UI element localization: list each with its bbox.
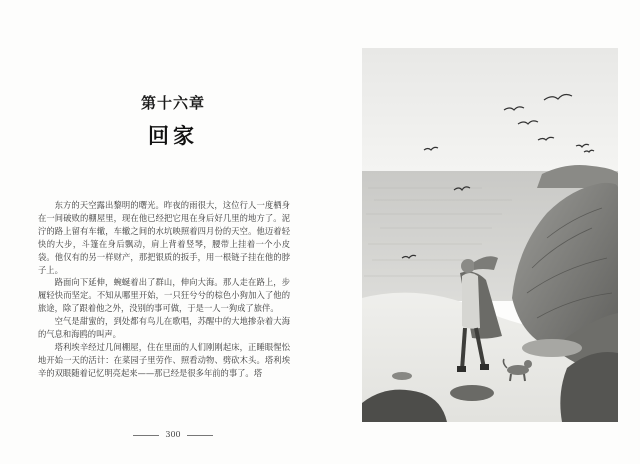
chapter-title: 回家 [148,123,198,148]
chapter-number: 第十六章 [140,94,205,112]
paragraph: 空气是甜蜜的，到处都有鸟儿在歌唱，苏醒中的大地掺杂着大海的气息和海鸥的叫声。 [38,316,290,340]
sky [362,48,618,173]
body-text [38,199,290,380]
paragraph: 路面向下延伸，蜿蜒着出了群山，伸向大海。那人走在路上，步履轻快而坚定。不知从哪里开始，一只狂兮兮的棕色小狗加入了他的旅途，除了跟着他之外，没别的事可做，于是一人一狗成了旅伴。 [38,277,290,314]
tide-pool [522,339,582,357]
page-number: 300 [118,430,228,439]
coastal-traveler-illustration [362,48,618,422]
right-page [320,0,640,464]
paragraph: 东方的天空露出黎明的曙光。昨夜的雨很大，这位行人一度栖身在一间破败的棚屋里，现在他已经把它甩在身后好几里的地方了。泥泞的路上留有车辙，车辙之间的水坑映照着四月份的天空。他迈着轻快的大步，斗篷在身后飘动，肩上背着竖琴，腰带上挂着一个小皮袋。他仅有的另一样财产，那把银质的扳手，用一根链子挂在他的脖子上。 [38,200,290,275]
paragraph: 塔利埃辛经过几间棚屋，住在里面的人们刚刚起床，正睡眼惺忪地开始一天的活计：在菜园子里劳作、照看动物、劈砍木头。塔利埃辛的双眼随着记忆明亮起来——那已经是很多年前的事了。塔 [38,341,290,378]
